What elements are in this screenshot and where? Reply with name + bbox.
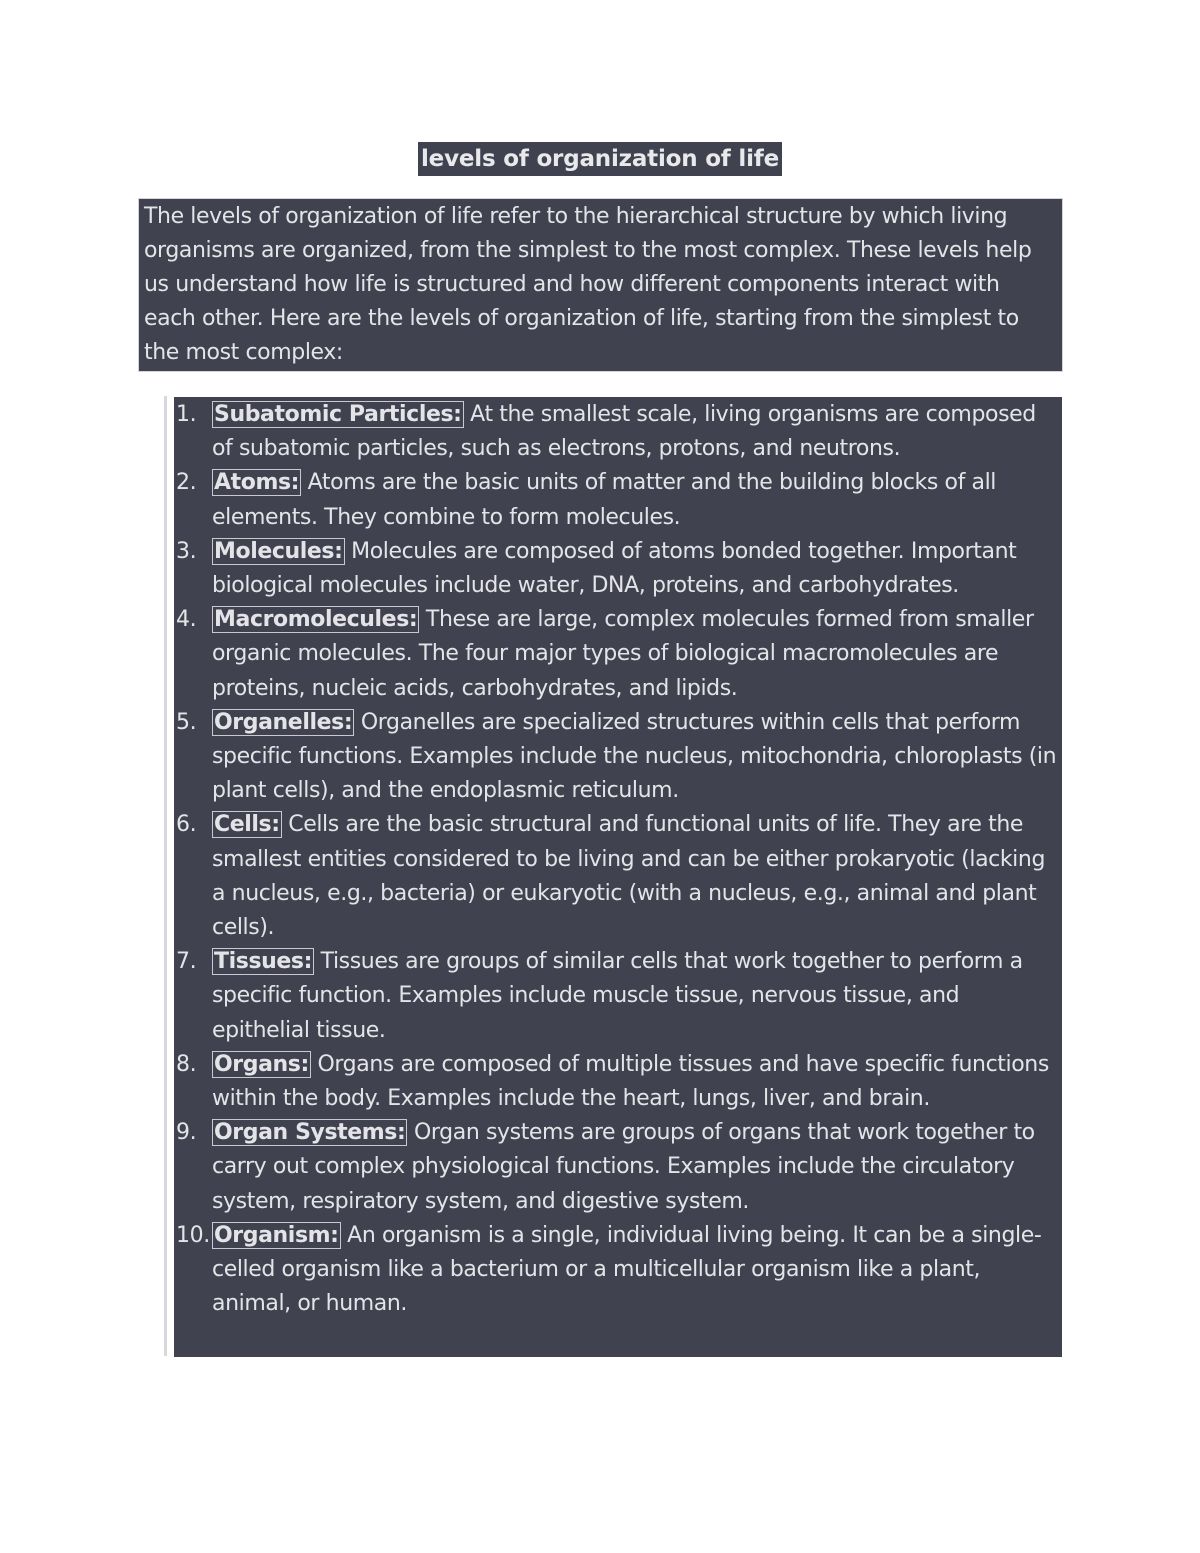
list-item-term: Tissues: (214, 949, 313, 975)
list-item-text: At the smallest scale, living organisms are composed of subatomic particles, such as electrons, protons, and neutrons. (212, 402, 1036, 462)
list-item-term: Molecules: (214, 538, 343, 564)
list-item-text: Cells are the basic structural and functional units of life. They are the smallest entities considered to be living and can be either prokaryotic (lacking a nucleus, e.g., bacteria) or eukaryotic (with a nucleus, e.g., animal and plant cells). (212, 812, 1046, 941)
page-title: levels of organization of life (418, 142, 782, 176)
list-item (174, 535, 1060, 603)
list-item-number: 5. (176, 709, 197, 735)
list-item-text: Tissues are groups of similar cells that work together to perform a specific function. Examples include muscle tissue, nervous tissue, and epithelial tissue. (212, 949, 1023, 1043)
intro-paragraph: The levels of organization of life refer to the hierarchical structure by which living organisms are organized, from the simplest to the most complex. These levels help us understand how life is structured and how different components interact with each other. Here are the levels of organization of life, starting from the simplest to the most complex: (138, 198, 1063, 372)
list-item-text: Atoms are the basic units of matter and the building blocks of all elements. They combine to form molecules. (212, 470, 997, 530)
list-item-text: Molecules are composed of atoms bonded together. Important biological molecules include water, DNA, proteins, and carbohydrates. (212, 538, 1017, 599)
list-item-number: 4. (176, 607, 197, 633)
list-item (174, 1116, 1060, 1219)
list-item-term: Macromolecules: (214, 607, 418, 633)
levels-list (174, 398, 1060, 1321)
list-item-term: Organs: (214, 1051, 309, 1077)
list-item-number: 8. (176, 1051, 197, 1077)
list-item (174, 1048, 1060, 1116)
list-item-term: Organ Systems: (214, 1120, 406, 1146)
list-item-text: Organs are composed of multiple tissues and have specific functions within the body. Examples include the heart, lungs, liver, and brain. (212, 1051, 1049, 1112)
list-item (174, 466, 1060, 534)
list-item-number: 2. (176, 470, 197, 496)
list-item-number: 10. (176, 1222, 210, 1248)
list-item-term: Subatomic Particles: (214, 402, 462, 427)
list-item-number: 7. (176, 949, 197, 975)
list-item-text: Organelles are specialized structures within cells that perform specific functions. Examples include the nucleus, mitochondria, chloroplasts (in plant cells), and the endoplasmic reticulum. (212, 709, 1057, 804)
list-item (174, 398, 1060, 466)
list-item-text: These are large, complex molecules formed from smaller organic molecules. The four major types of biological macromolecules are proteins, nucleic acids, carbohydrates, and lipids. (212, 607, 1034, 701)
list-item (174, 706, 1060, 809)
list-item (174, 945, 1060, 1048)
list-item-number: 1. (176, 402, 197, 427)
list-item-text: Organ systems are groups of organs that work together to carry out complex physiological functions. Examples include the circulatory system, respiratory system, and digestive system. (212, 1120, 1035, 1214)
list-margin-rule (164, 396, 167, 1356)
list-item-term: Cells: (214, 812, 280, 838)
list-item (174, 1219, 1060, 1322)
list-item (174, 603, 1060, 706)
list-item-term: Atoms: (214, 470, 300, 496)
list-item-term: Organism: (214, 1222, 339, 1248)
list-item-text: An organism is a single, individual living being. It can be a single-celled organism like a bacterium or a multicellular organism like a plant, animal, or human. (212, 1222, 1042, 1317)
list-item-number: 6. (176, 812, 197, 838)
list-item-term: Organelles: (214, 709, 353, 735)
title-wrapper (0, 142, 1200, 176)
list-item-number: 3. (176, 538, 197, 564)
list-item-number: 9. (176, 1120, 197, 1146)
list-item (174, 808, 1060, 945)
